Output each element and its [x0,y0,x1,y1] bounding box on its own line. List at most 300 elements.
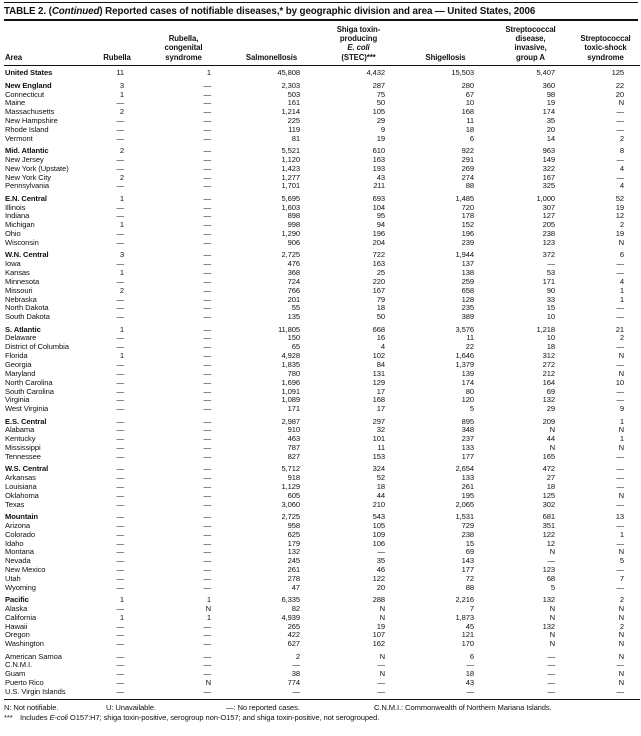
value-cell: — [116,342,124,352]
value-cell: 69 [546,386,555,396]
area-cell: Delaware [5,334,37,343]
value-cell: 67 [465,89,474,99]
value-cell: — [616,342,624,352]
value-cell: 11 [116,68,124,78]
value-cell: 35 [546,116,555,126]
value-cell: 1,379 [455,359,474,369]
value-cell: 1,120 [281,154,300,164]
value-cell: 122 [542,529,555,539]
value-cell: 729 [461,520,474,530]
value-cell: 95 [376,211,385,221]
value-cell: N [618,651,624,661]
value-cell: 895 [461,416,474,426]
column-header: Streptococcal disease, invasive, group A [490,21,571,65]
area-cell: Washington [5,640,44,649]
area-cell: Utah [5,574,21,583]
value-cell: 348 [461,425,474,435]
value-cell: 1,129 [281,481,300,491]
value-cell: 46 [376,565,385,575]
value-cell: — [203,520,211,530]
value-cell: — [547,687,555,696]
value-cell: 20 [615,89,624,99]
area-cell: Arizona [5,521,31,530]
value-cell: 2 [119,107,124,117]
area-cell: Tennessee [5,452,41,461]
value-cell: — [116,229,124,239]
value-cell: 360 [542,80,555,90]
area-cell: Nevada [5,557,31,566]
table-row [4,584,640,593]
value-cell: — [547,651,555,661]
value-cell: 102 [372,351,385,361]
value-cell: 107 [372,630,385,640]
value-cell: — [377,678,385,688]
area-cell: Oregon [5,631,30,640]
area-cell: New York (Upstate) [5,164,69,173]
value-cell: 1,089 [281,395,300,405]
value-cell: 94 [376,220,385,230]
value-cell: 205 [542,220,555,230]
value-cell: 658 [461,285,474,295]
area-cell: Montana [5,548,34,557]
value-cell: 135 [287,312,300,322]
value-cell: — [116,499,124,509]
table-row [4,509,640,521]
value-cell: 5,407 [536,68,555,78]
value-cell: — [203,202,211,212]
area-cell: Illinois [5,203,26,212]
table-row [4,108,640,117]
value-cell: — [616,172,624,182]
value-cell: — [116,359,124,369]
value-cell: — [203,404,211,414]
table-row [4,453,640,462]
value-cell: — [203,181,211,191]
value-cell: — [616,538,624,548]
value-cell: 164 [542,377,555,387]
value-cell: 72 [465,573,474,583]
value-cell: — [203,511,211,521]
value-cell: 171 [542,276,555,286]
value-cell: 133 [461,443,474,453]
value-cell: — [616,660,624,670]
value-cell: 88 [465,181,474,191]
value-cell: 43 [376,172,385,182]
value-cell: N [618,368,624,378]
area-cell: E.N. Central [5,193,47,203]
value-cell: — [203,464,211,474]
value-cell: 16 [376,333,385,343]
value-cell: 104 [372,202,385,212]
value-cell: — [616,481,624,491]
value-cell: — [203,146,211,156]
value-cell: 21 [615,324,624,334]
value-cell: 125 [542,490,555,500]
value-cell: 153 [372,451,385,461]
value-cell: — [203,124,211,134]
value-cell: 472 [542,464,555,474]
value-cell: — [116,395,124,405]
value-cell: — [203,368,211,378]
value-cell: 1,485 [455,193,474,203]
value-cell: 79 [376,294,385,304]
value-cell: 1,423 [281,163,300,173]
value-cell: — [547,669,555,679]
value-cell: — [203,285,211,295]
value-cell: 7 [619,573,624,583]
table-row [4,117,640,126]
value-cell: — [203,538,211,548]
value-cell: 724 [287,276,300,286]
legend-row [4,703,638,712]
value-cell: 265 [287,621,300,631]
value-cell: N [618,547,624,557]
footnote [4,713,638,722]
area-cell: New Mexico [5,566,46,575]
value-cell: 11,805 [277,324,300,334]
value-cell: 5 [619,556,624,566]
area-cell: North Dakota [5,304,49,313]
value-cell: — [547,678,555,688]
value-cell: — [203,451,211,461]
area-cell: W.S. Central [5,464,49,474]
table-row [4,78,640,90]
value-cell: 1,944 [455,250,474,260]
value-cell: 195 [461,490,474,500]
value-cell: 17 [376,404,385,414]
column-header: Shigellosis [401,21,490,65]
value-cell: — [203,529,211,539]
value-cell: 780 [287,368,300,378]
value-cell: 129 [372,377,385,387]
value-cell: 18 [465,669,474,679]
value-cell: — [616,268,624,278]
value-cell: 1,091 [281,386,300,396]
value-cell: 132 [542,621,555,631]
value-cell: N [618,678,624,688]
value-cell: 4,928 [281,351,300,361]
value-cell: 910 [287,425,300,435]
value-cell: 3,060 [281,499,300,509]
legend-item: —: No reported cases. [226,702,300,712]
value-cell: 32 [376,425,385,435]
value-cell: — [466,660,474,670]
value-cell: 766 [287,285,300,295]
value-cell: — [203,499,211,509]
area-cell: U.S. Virgin Islands [5,688,66,696]
value-cell: 1,701 [281,181,300,191]
value-cell: — [116,669,124,679]
value-cell: N [205,678,211,688]
value-cell: 625 [287,529,300,539]
area-cell: Alaska [5,604,28,613]
value-cell: 178 [461,211,474,221]
value-cell: — [203,660,211,670]
area-cell: Florida [5,352,28,361]
table-row [4,531,640,540]
value-cell: N [549,612,555,622]
value-cell: 168 [372,395,385,405]
value-cell: 2,987 [281,416,300,426]
value-cell: 22 [615,80,624,90]
value-cell: N [205,603,211,613]
value-cell: 2 [119,285,124,295]
value-cell: — [203,490,211,500]
value-cell: 7 [469,603,474,613]
value-cell: 55 [291,303,300,313]
value-cell: — [203,582,211,592]
area-cell: Arkansas [5,474,36,483]
value-cell: — [203,250,211,260]
value-cell: 81 [291,133,300,143]
table-row [4,688,640,697]
value-cell: 898 [287,211,300,221]
table-row [4,640,640,649]
value-cell: — [616,565,624,575]
value-cell: 123 [542,565,555,575]
area-cell: New Hampshire [5,117,58,126]
title-continued-label: Continued [51,6,100,17]
table-row [4,605,640,614]
column-header: Streptococcal toxic-shock syndrome [571,21,640,65]
value-cell: — [466,687,474,696]
value-cell: — [116,124,124,134]
column-header: Salmonellosis [227,21,316,65]
legend-item: C.N.M.I.: Commonwealth of Northern Mariana Islands. [374,702,552,712]
table-row [4,135,640,144]
area-cell: Vermont [5,134,33,143]
area-cell: North Carolina [5,378,53,387]
value-cell: 2,216 [455,595,474,605]
value-cell: 11 [466,333,474,343]
value-cell: 6 [469,133,474,143]
value-cell: 132 [542,595,555,605]
value-cell: 6 [619,250,624,260]
value-cell: 19 [546,98,555,108]
value-cell: 106 [372,538,385,548]
value-cell: 68 [546,573,555,583]
value-cell: — [116,404,124,414]
value-cell: 6 [469,651,474,661]
value-cell: — [116,116,124,126]
value-cell: 668 [372,324,385,334]
value-cell: 693 [372,193,385,203]
value-cell: 4,939 [281,612,300,622]
area-cell: Guam [5,670,26,679]
value-cell: 503 [287,89,300,99]
value-cell: 1 [619,285,624,295]
value-cell: — [116,425,124,435]
value-cell: 165 [542,451,555,461]
value-cell: — [116,181,124,191]
value-cell: 627 [287,639,300,649]
value-cell: 827 [287,451,300,461]
value-cell: 15 [465,538,474,548]
value-cell: 47 [291,582,300,592]
value-cell: 922 [461,146,474,156]
value-cell: N [549,443,555,453]
area-cell: Puerto Rico [5,679,44,688]
value-cell: 75 [376,89,385,99]
value-cell: N [549,547,555,557]
value-cell: — [116,294,124,304]
value-cell: — [203,229,211,239]
value-cell: 20 [376,582,385,592]
value-cell: 19 [376,621,385,631]
value-cell: — [116,133,124,143]
table-row [4,474,640,483]
value-cell: 1 [119,268,124,278]
value-cell: — [203,630,211,640]
value-cell: — [203,386,211,396]
value-cell: 193 [372,163,385,173]
value-cell: N [618,425,624,435]
value-cell: 150 [287,333,300,343]
value-cell: — [203,443,211,453]
value-cell: N [379,651,385,661]
area-cell: W.N. Central [5,250,49,260]
value-cell: 5,695 [281,193,300,203]
value-cell: 259 [461,276,474,286]
value-cell: 325 [542,181,555,191]
table-row [4,91,640,100]
value-cell: — [616,451,624,461]
value-cell: — [616,124,624,134]
value-cell: — [203,294,211,304]
value-cell: — [116,211,124,221]
table-row [4,426,640,435]
value-cell: — [616,154,624,164]
table-row [4,304,640,313]
value-cell: 12 [615,211,624,221]
value-cell: 19 [615,229,624,239]
value-cell: — [203,395,211,405]
value-cell: — [203,639,211,649]
value-cell: — [203,351,211,361]
value-cell: 389 [461,312,474,322]
table-row [4,65,640,78]
area-cell: Virginia [5,396,30,405]
value-cell: 463 [287,434,300,444]
column-header: Rubella, congenital syndrome [140,21,227,65]
value-cell: 5 [469,404,474,414]
value-cell: — [203,276,211,286]
value-cell: — [116,377,124,387]
value-cell: — [203,211,211,221]
value-cell: — [116,464,124,474]
value-cell: 127 [542,211,555,221]
value-cell: 238 [542,229,555,239]
value-cell: 4 [619,181,624,191]
area-cell: Alabama [5,426,35,435]
value-cell: — [116,511,124,521]
value-cell: 1,603 [281,202,300,212]
value-cell: — [203,154,211,164]
value-cell: 69 [465,547,474,557]
table-row [4,593,640,605]
area-cell: Wyoming [5,583,36,592]
value-cell: 1,873 [455,612,474,622]
value-cell: 787 [287,443,300,453]
value-cell: — [203,359,211,369]
area-cell: Iowa [5,260,21,269]
value-cell: N [618,351,624,361]
table-row [4,313,640,322]
value-cell: 261 [287,565,300,575]
value-cell: 82 [291,603,300,613]
value-cell: — [116,333,124,343]
value-cell: N [618,443,624,453]
value-cell: — [203,651,211,661]
value-cell: — [203,107,211,117]
value-cell: — [203,303,211,313]
area-cell: Ohio [5,230,21,239]
value-cell: 50 [376,98,385,108]
value-cell: 225 [287,116,300,126]
value-cell: 1 [119,193,124,203]
table-row [4,679,640,688]
value-cell: 543 [372,511,385,521]
value-cell: 98 [546,89,555,99]
value-cell: — [203,573,211,583]
value-cell: 18 [376,481,385,491]
value-cell: — [116,443,124,453]
value-cell: 307 [542,202,555,212]
value-cell: 105 [372,107,385,117]
value-cell: 17 [376,386,385,396]
column-header: Shiga toxin- producing E. coli (STEC)*** [316,21,401,65]
value-cell: — [377,660,385,670]
area-cell: Missouri [5,286,33,295]
value-cell: 123 [542,238,555,247]
value-cell: 19 [615,202,624,212]
value-cell: — [203,259,211,269]
value-cell: N [618,98,624,108]
value-cell: 132 [542,395,555,405]
table-row [4,670,640,679]
value-cell: 109 [372,529,385,539]
value-cell: — [116,630,124,640]
value-cell: 119 [288,124,300,134]
value-cell: — [203,669,211,679]
value-cell: 10 [546,312,555,322]
footer-divider [4,699,640,700]
value-cell: — [116,368,124,378]
value-cell: — [116,565,124,575]
value-cell: 3 [119,80,124,90]
area-cell: Mississippi [5,444,41,453]
value-cell: — [616,116,624,126]
table-row [4,334,640,343]
area-cell: Pacific [5,595,29,605]
value-cell: 15 [546,303,555,313]
value-cell: — [116,490,124,500]
area-cell: Pennsylvania [5,182,49,191]
value-cell: 80 [465,386,474,396]
area-cell: Wisconsin [5,239,39,247]
value-cell: — [547,660,555,670]
value-cell: — [116,687,124,696]
area-cell: United States [5,68,53,78]
value-cell: 722 [372,250,385,260]
table-row [4,396,640,405]
area-cell: District of Columbia [5,343,69,352]
area-cell: Kentucky [5,435,36,444]
value-cell: 1 [119,220,124,230]
area-cell: Texas [5,500,25,509]
area-cell: New Jersey [5,155,44,164]
value-cell: 18 [376,303,385,313]
